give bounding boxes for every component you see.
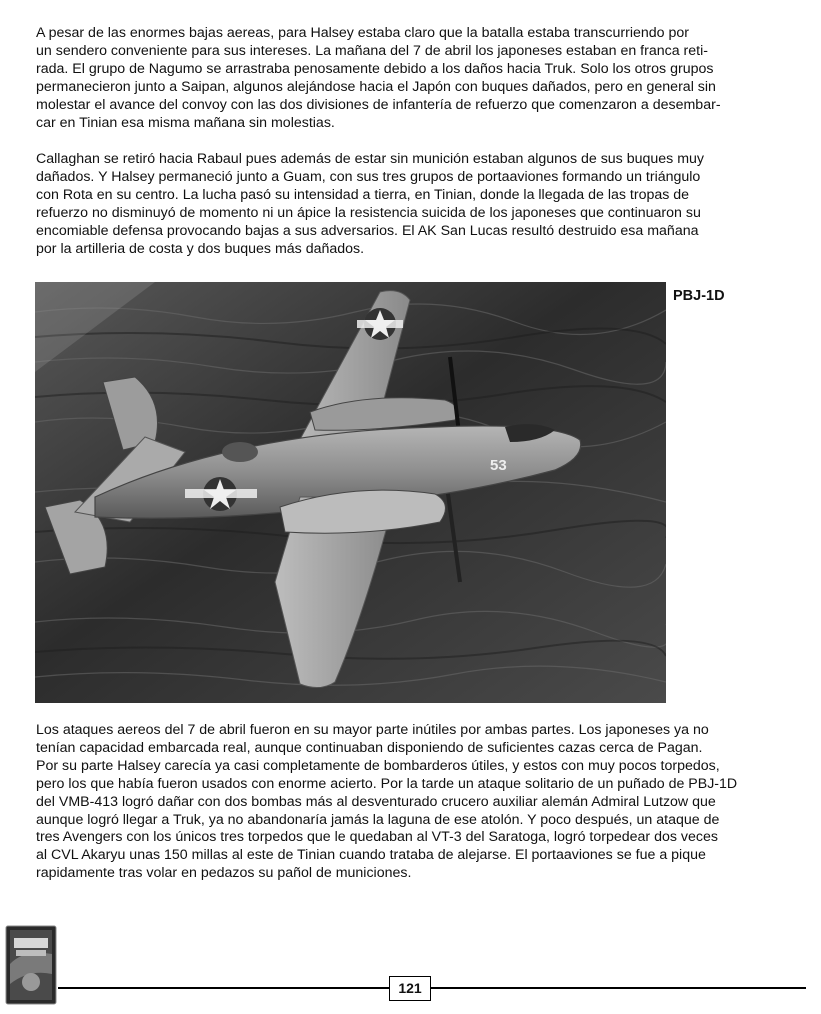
text-line: pero los que había fueron usados con enorme acierto. Por la tarde un ataque solitario de un puñado de PBJ-1D xyxy=(36,775,738,792)
text-line: por la artilleria de costa y dos buques más dañados. xyxy=(36,240,365,257)
text-line: aunque logró llegar a Truk, ya no abandonaría jamás la laguna de ese atolón. Y poco después, un ataque de xyxy=(36,811,720,828)
photo-caption: PBJ-1D xyxy=(673,288,725,304)
aircraft-photo xyxy=(35,282,666,703)
text-line: Por su parte Halsey carecía ya casi completamente de bombarderos útiles, y estos con muy pocos torpedos, xyxy=(36,757,720,774)
text-line: del VMB-413 logró dañar con dos bombas más al desventurado crucero auxiliar alemán Admiral Lutzow que xyxy=(36,793,716,810)
text-line: Los ataques aereos del 7 de abril fueron en su mayor parte inútiles por ambas partes. Los japoneses ya no xyxy=(36,722,709,738)
paragraph-3 xyxy=(36,722,796,883)
text-line: car en Tinian esa misma mañana sin molestias. xyxy=(36,114,335,131)
paragraph-2 xyxy=(36,151,796,258)
text-line: al CVL Akaryu unas 150 millas al este de Tinian cuando trataba de alejarse. El portaaviones se fue a pique xyxy=(36,847,706,864)
text-line: molestar el avance del convoy con las dos divisiones de infantería de refuerzo que comenzaron a desembar- xyxy=(36,96,721,113)
text-line: tres Avengers con los únicos tres torpedos que le quedaban al VT-3 del Saratoga, logró torpedear dos veces xyxy=(36,829,718,846)
text-line: A pesar de las enormes bajas aereas, para Halsey estaba claro que la batalla estaba transcurriendo por xyxy=(36,25,690,41)
paragraph-1 xyxy=(36,25,796,132)
text-line: con Rota en su centro. La lucha pasó su intensidad a tierra, en Tinian, donde la llegada de las tropas de xyxy=(36,186,690,203)
bomber-illustration xyxy=(35,282,666,703)
text-line: refuerzo no disminuyó de momento ni un ápice la resistencia suicida de los japoneses que continuaron su xyxy=(36,204,701,221)
page-number: 121 xyxy=(389,976,431,1001)
text-line: tenían capacidad embarcada real, aunque continuaban disponiendo de suficientes cazas cerca de Pagan. xyxy=(36,739,703,756)
footer-rule xyxy=(58,987,806,989)
text-line: encomiable defensa provocando bajas a sus adversarios. El AK San Lucas resultó destruido esa mañana xyxy=(36,222,699,239)
text-line: permanecieron junto a Saipan, algunos alejándose hacia el Japón con buques dañados, pero en general sin xyxy=(36,78,716,95)
text-line: dañados. Y Halsey permaneció junto a Guam, con sus tres grupos de portaaviones formando un triángulo xyxy=(36,168,701,185)
text-line: un sendero conveniente para sus intereses. La mañana del 7 de abril los japoneses estaban en franca reti- xyxy=(36,42,708,59)
text-line: rapidamente tras volar en pedazos su pañol de municiones. xyxy=(36,865,412,882)
text-line: rada. El grupo de Nagumo se arrastraba penosamente debido a los daños hacia Truk. Solo los otros grupos xyxy=(36,60,714,77)
tail-number: 53 xyxy=(490,457,507,474)
text-line: Callaghan se retiró hacia Rabaul pues además de estar sin munición estaban algunos de sus buques muy xyxy=(36,151,705,167)
game-box-icon xyxy=(4,924,58,1006)
